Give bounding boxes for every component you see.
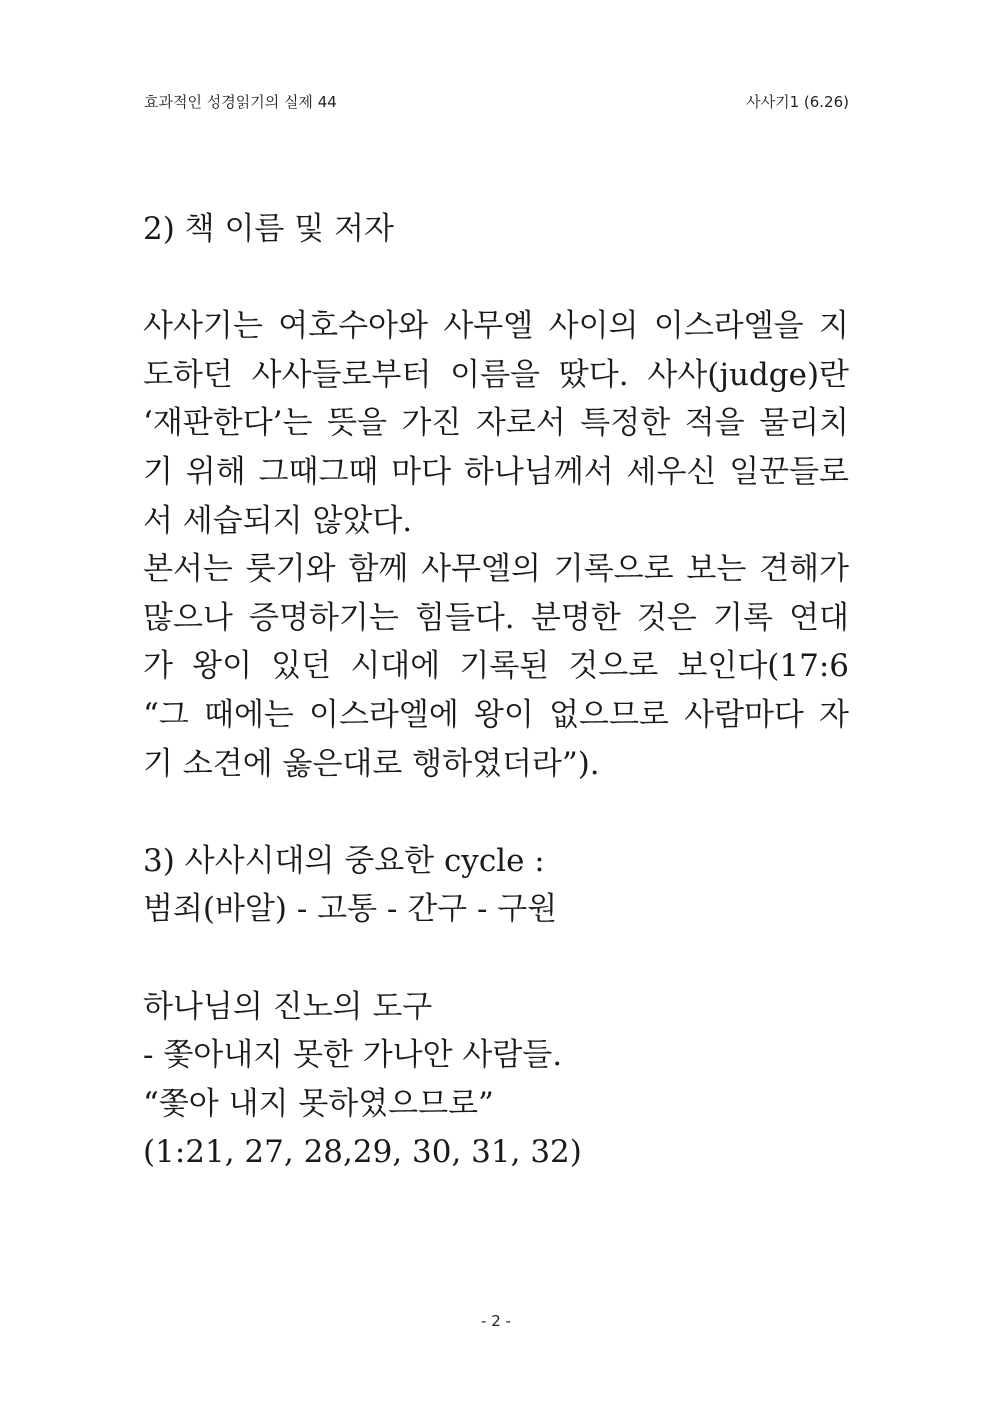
- tools-of-wrath-item: - 쫓아내지 못한 가나안 사람들.: [143, 1037, 563, 1074]
- page-number: - 2 -: [481, 1312, 511, 1330]
- document-body: [143, 205, 849, 1177]
- paragraph-line: 서 세습되지 않았다.: [143, 502, 413, 539]
- scripture-references: (1:21, 27, 28,29, 30, 31, 32): [143, 1134, 582, 1171]
- paragraph-line: ‘재판한다’는 뜻을 가진 자로서 특정한 적을 물리치: [143, 405, 849, 442]
- paragraph-book-name: [143, 302, 849, 545]
- running-header-lesson: 사사기1 (6.26): [746, 93, 849, 111]
- paragraph-line: 기 소견에 옳은대로 행하였더라”).: [143, 745, 600, 782]
- paragraph-line: 본서는 룻기와 함께 사무엘의 기록으로 보는 견해가: [143, 551, 849, 588]
- paragraph-authorship: [143, 545, 849, 788]
- paragraph-line: “그 때에는 이스라엘에 왕이 없으므로 사람마다 자: [143, 696, 849, 733]
- section-heading-cycle: 3) 사사시대의 중요한 cycle :: [143, 842, 545, 879]
- section-heading-book-name-author: 2) 책 이름 및 저자: [143, 211, 394, 247]
- tools-of-wrath-title: 하나님의 진노의 도구: [143, 988, 433, 1025]
- paragraph-line: 사사기는 여호수아와 사무엘 사이의 이스라엘을 지: [143, 308, 849, 345]
- paragraph-line: 가 왕이 있던 시대에 기록된 것으로 보인다(17:6: [143, 648, 849, 685]
- cycle-sequence: 범죄(바알) - 고통 - 간구 - 구원: [143, 891, 558, 928]
- tools-of-wrath-quote: “쫓아 내지 못하였으므로”: [143, 1085, 494, 1122]
- paragraph-line: 기 위해 그때그때 마다 하나님께서 세우신 일꾼들로: [143, 453, 849, 490]
- paragraph-line: 도하던 사사들로부터 이름을 땄다. 사사(judge)란: [143, 356, 849, 393]
- paragraph-line: 많으나 증명하기는 힘들다. 분명한 것은 기록 연대: [143, 599, 849, 636]
- running-header-title: 효과적인 성경읽기의 실제 44: [144, 93, 337, 111]
